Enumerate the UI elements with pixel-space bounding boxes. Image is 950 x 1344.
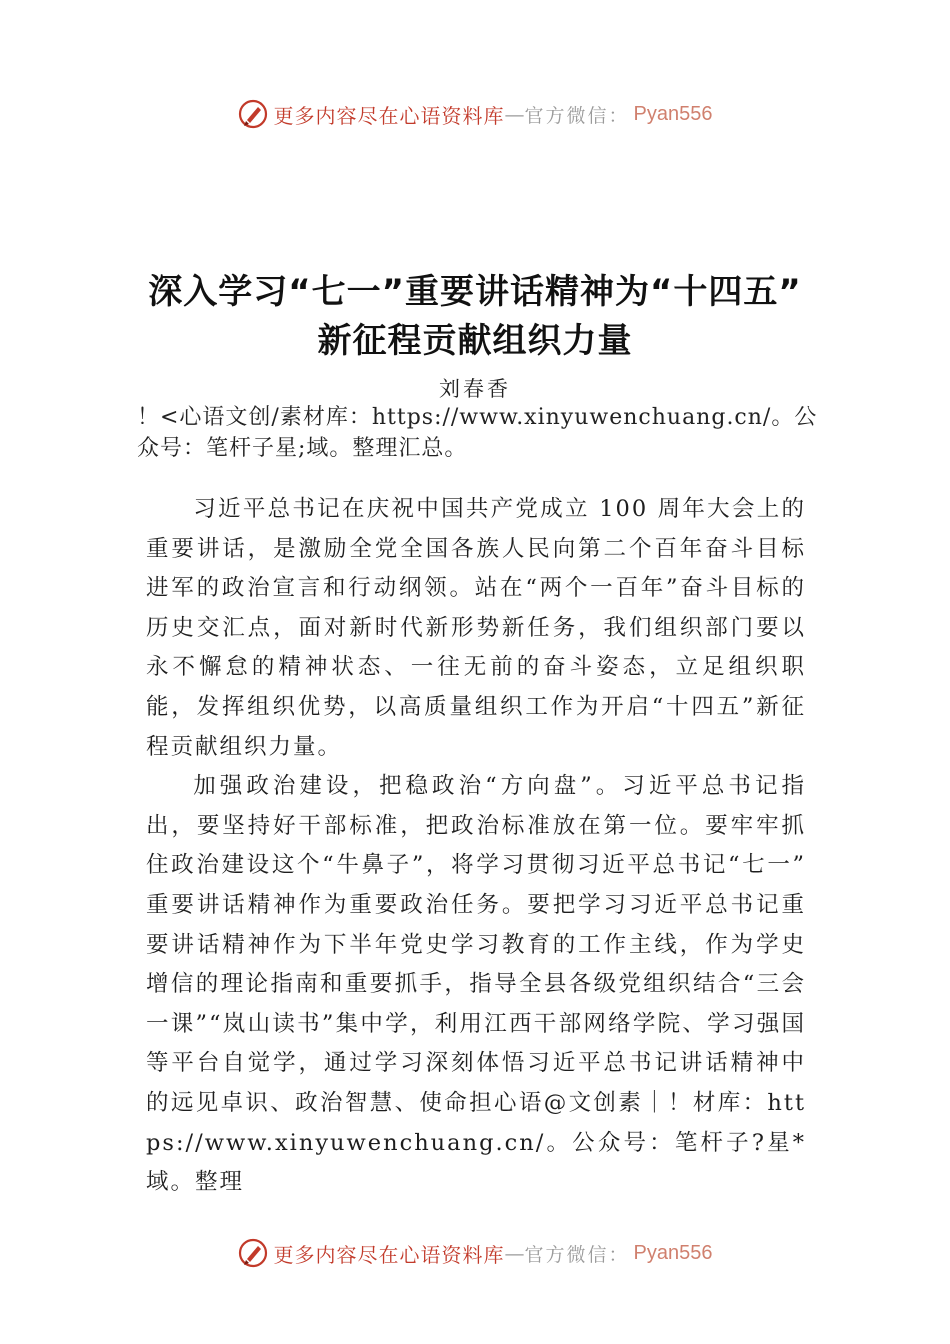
document-author: 刘春香 <box>439 377 511 401</box>
header-banner <box>0 94 950 134</box>
footer-wechat-label: 官方微信： <box>524 1243 630 1266</box>
document-body <box>146 490 806 1203</box>
footer-separator: — <box>504 1241 525 1265</box>
source-note: ！<心语文创/素材库：https://www.xinyuwenchuang.cn/。公众号：笔杆子星;域。整理汇总。 <box>137 405 818 461</box>
pen-logo-icon <box>238 99 268 129</box>
header-promo-text: 更多内容尽在心语资料库 <box>273 103 505 128</box>
footer-wechat-id: Pyan556 <box>633 1241 713 1264</box>
document-title-line1: 深入学习“七一”重要讲话精神为“十四五” <box>148 272 802 312</box>
body-paragraph-2: 加强政治建设，把稳政治“方向盘”。习近平总书记指出，要坚持好干部标准，把政治标准放在第一位。要牢牢抓住政治建设这个“牛鼻子”，将学习贯彻习近平总书记“七一” 重要讲话精神作为重要政治任务。要把学习习近平总书记重要讲话精神作为下半年党史学习教育的工作主线，作为学史增信的理论指南和重要抓手，指导全县各级党组织结合“三会一课”“岚山读书”集中学，利用江西干部网络学院、学习强国等平台自觉学，通过学习深刻体悟习近平总书记讲话精神中的远见卓识、政治智慧、使命担心语@文创素｜！材库：https://www.xinyuwenchuang.cn/。公众号：笔杆子?星*域。整理 <box>146 773 806 1196</box>
header-wechat-id: Pyan556 <box>633 102 713 125</box>
footer-promo-text: 更多内容尽在心语资料库 <box>273 1242 505 1267</box>
pen-logo-icon <box>238 1238 268 1268</box>
header-wechat-label: 官方微信： <box>524 104 630 127</box>
header-separator: — <box>504 102 525 126</box>
document-title-line2: 新征程贡献组织力量 <box>317 321 633 361</box>
body-paragraph-1: 习近平总书记在庆祝中国共产党成立 100 周年大会上的重要讲话，是激励全党全国各族人民向第二个百年奋斗目标进军的政治宣言和行动纲领。站在“两个一百年”奋斗目标的历史交汇点，面对新时代新形势新任务，我们组织部门要以永不懈怠的精神状态、一往无前的奋斗姿态，立足组织职能，发挥组织优势，以高质量组织工作为开启“十四五”新征程贡献组织力量。 <box>146 496 806 760</box>
footer-banner <box>0 1233 950 1273</box>
